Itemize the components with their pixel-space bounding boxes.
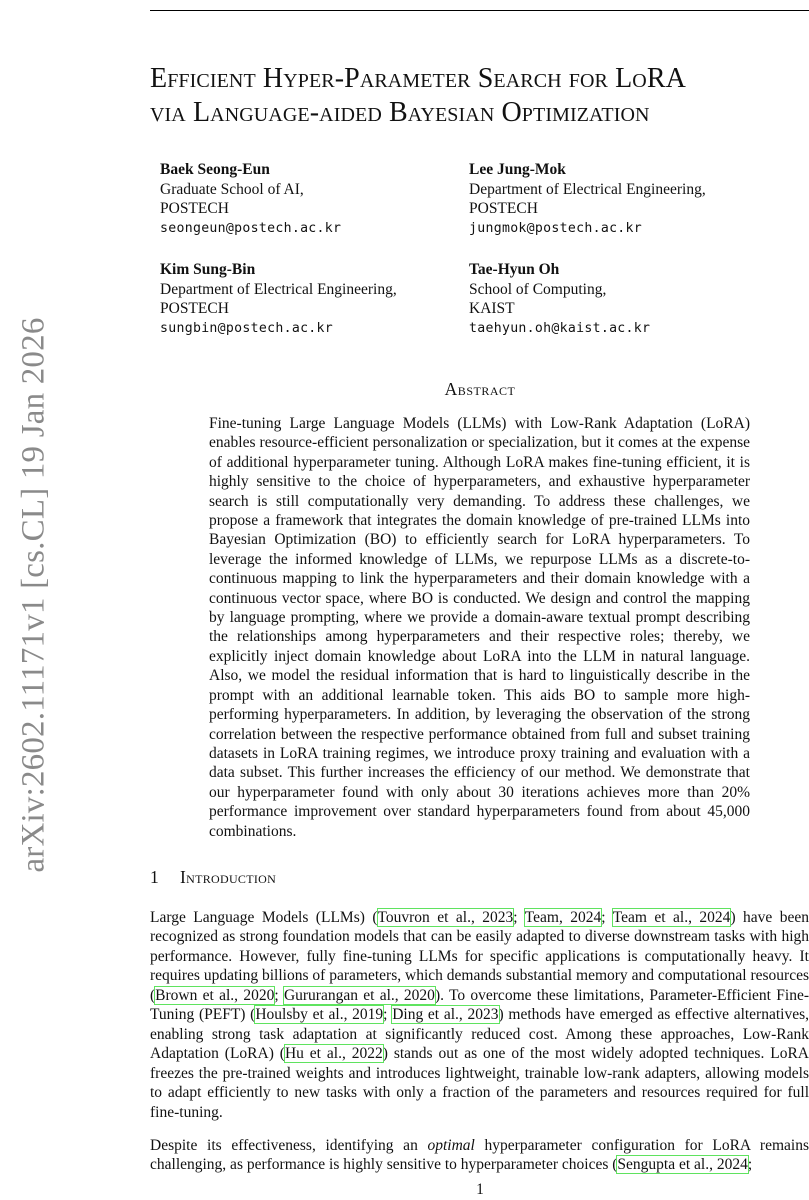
citation-link[interactable]: Gururangan et al., 2020 bbox=[283, 986, 435, 1004]
author-block bbox=[469, 160, 706, 238]
paragraph-text: ) stands out as one of the most widely adopted techniques. LoRA freezes the pre-trained weights and introduces lightweight, trainable low-rank adapters, allowing models to adapt efficiently to new tasks with only a fraction of the parameters and resources required for full fine-tuning. bbox=[150, 1045, 809, 1121]
section-number: 1 bbox=[150, 867, 160, 887]
citation-link[interactable]: Touvron et al., 2023 bbox=[377, 909, 514, 926]
paragraph-text: Large Language Models (LLMs) ( bbox=[150, 909, 378, 926]
introduction-paragraph-2 bbox=[150, 1136, 809, 1175]
paper-title bbox=[150, 62, 809, 130]
author-email[interactable]: seongeun@postech.ac.kr bbox=[160, 220, 342, 236]
author-affiliation: School of Computing, bbox=[469, 280, 607, 298]
abstract-heading: Abstract bbox=[444, 379, 516, 399]
emphasis-text: optimal bbox=[427, 1137, 475, 1154]
author-institution: POSTECH bbox=[160, 200, 229, 217]
author-email[interactable]: jungmok@postech.ac.kr bbox=[469, 220, 643, 236]
paragraph-text: ) have been recognized as strong foundation models that can be easily adapted to diverse downstream tasks with high performance. However, fully fine-tuning LLMs for specific applications is computationally heavy. It requires updating billions of parameters, which demands substantial memory and computational resources ( bbox=[150, 909, 809, 1004]
author-block bbox=[160, 260, 397, 338]
author-name: Lee Jung-Mok bbox=[469, 161, 566, 178]
paragraph-text: ; bbox=[274, 986, 284, 1004]
author-institution: POSTECH bbox=[469, 200, 538, 217]
author-email[interactable]: sungbin@postech.ac.kr bbox=[160, 320, 334, 336]
citation-link[interactable]: Hu et al., 2022 bbox=[284, 1045, 383, 1063]
paragraph-text: ). To overcome these limitations, Parameter-Efficient Fine-Tuning (PEFT) ( bbox=[150, 986, 809, 1024]
author-affiliation: Graduate School of AI, bbox=[160, 180, 304, 198]
paragraph-text: ; bbox=[513, 909, 525, 926]
title-line-1: Efficient Hyper-Parameter Search for LoRA bbox=[150, 63, 686, 94]
author-institution: POSTECH bbox=[160, 300, 229, 317]
paragraph-text: ; bbox=[747, 1156, 753, 1174]
author-email[interactable]: taehyun.oh@kaist.ac.kr bbox=[469, 320, 651, 336]
section-heading-introduction bbox=[150, 867, 276, 888]
section-title: Introduction bbox=[180, 867, 277, 887]
arxiv-identifier[interactable]: arXiv:2602.11171v1 [cs.CL] 19 Jan 2026 bbox=[15, 317, 52, 873]
author-name: Tae-Hyun Oh bbox=[469, 261, 560, 278]
author-name: Baek Seong-Eun bbox=[160, 161, 270, 178]
paragraph-text: ) methods have emerged as effective alternatives, enabling strong task adaptation at significantly reduced cost. Among these approaches, Low-Rank Adaptation (LoRA) ( bbox=[150, 1006, 809, 1063]
introduction-paragraph-1 bbox=[150, 908, 809, 1122]
citation-link[interactable]: Team, 2024 bbox=[524, 909, 602, 926]
author-institution: KAIST bbox=[469, 300, 515, 317]
author-affiliation: Department of Electrical Engineering, bbox=[469, 180, 706, 198]
citation-link[interactable]: Houlsby et al., 2019 bbox=[255, 1006, 384, 1024]
paragraph-text: ; bbox=[601, 909, 613, 926]
abstract-text: Fine-tuning Large Language Models (LLMs) with Low-Rank Adaptation (LoRA) enables resource-efficient personalization or specialization, but it comes at the expense of additional hyperparameter tuning. Although LoRA makes fine-tuning efficient, it is highly sensitive to the choice of hyperparameters, and exhaustive hyperparameter search is still computationally very demanding. To address these challenges, we propose a framework that integrates the domain knowledge of pre-trained LLMs into Bayesian Optimization (BO) to efficiently search for LoRA hyperparameters. To leverage the informed knowledge of LLMs, we repurpose LLMs as a discrete-to-continuous mapping to link the hyperparameters and their domain knowledge with a continuous vector space, where BO is conducted. We design and control the mapping by language prompting, where we provide a domain-aware textual prompt describing the relationships among hyperparameters and their respective roles; thereby, we explicitly inject domain knowledge about LoRA into the LLM in natural language. Also, we model the residual information that is hard to linguistically describe in the prompt with an additional learnable token. This aids BO to sample more high-performing hyperparameters. In addition, by leveraging the observation of the strong correlation between the respective performance obtained from full and subset training datasets in LoRA training regimes, we introduce proxy training and evaluation with a data subset. This further increases the efficiency of our method. We demonstrate that our hyperparameter found with only about 30 iterations achieves more than 20% performance improvement over standard hyperparameters found from about 45,000 combinations. bbox=[209, 415, 750, 840]
citation-link[interactable]: Sengupta et al., 2024 bbox=[617, 1156, 748, 1174]
paragraph-text: hyperparameter configuration for LoRA remains challenging, as performance is highly sensitive to hyperparameter choices ( bbox=[150, 1137, 809, 1174]
top-rule bbox=[150, 10, 809, 11]
author-block bbox=[160, 160, 341, 238]
paragraph-text: ; bbox=[383, 1006, 393, 1024]
author-affiliation: Department of Electrical Engineering, bbox=[160, 280, 397, 298]
citation-link[interactable]: Brown et al., 2020 bbox=[155, 986, 275, 1004]
page-number: 1 bbox=[476, 1181, 484, 1198]
author-block bbox=[469, 260, 650, 338]
paragraph-text: Despite its effectiveness, identifying an bbox=[150, 1137, 428, 1154]
title-line-2: via Language-aided Bayesian Optimization bbox=[150, 97, 650, 128]
author-name: Kim Sung-Bin bbox=[160, 261, 256, 278]
citation-link[interactable]: Team et al., 2024 bbox=[612, 909, 731, 926]
citation-link[interactable]: Ding et al., 2023 bbox=[392, 1006, 499, 1024]
